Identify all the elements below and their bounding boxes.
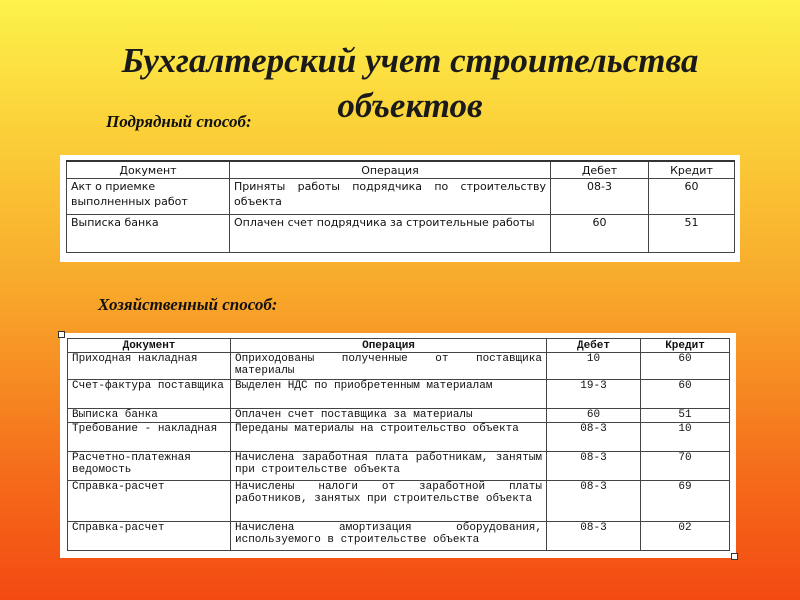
cell-document: Приходная накладная [68, 353, 231, 380]
header-operation: Операция [230, 161, 551, 179]
table-row [67, 215, 735, 253]
cell-debit: 60 [547, 409, 641, 423]
cell-operation: Переданы материалы на строительство объекта [231, 423, 547, 452]
cell-document: Справка-расчет [68, 481, 231, 522]
cell-operation: Начислена заработная плата работникам, занятым при строительстве объекта [231, 452, 547, 481]
cell-operation: Оприходованы полученные от поставщика материалы [231, 353, 547, 380]
cell-debit: 60 [551, 215, 649, 253]
table-header-row [68, 339, 730, 353]
header-document: Документ [68, 339, 231, 353]
table-row [68, 409, 730, 423]
table-row [68, 452, 730, 481]
table-row [68, 522, 730, 551]
table-resize-handle[interactable] [731, 553, 738, 560]
economic-method-label: Хозяйственный способ: [98, 295, 278, 314]
cell-operation: Выделен НДС по приобретенным материалам [231, 380, 547, 409]
table-row [68, 423, 730, 452]
cell-operation: Начислены налоги от заработной платы работников, занятых при строительстве объекта [231, 481, 547, 522]
cell-debit: 08-3 [547, 423, 641, 452]
cell-credit: 60 [649, 179, 735, 215]
cell-document: Выписка банка [68, 409, 231, 423]
economic-method-table [67, 338, 730, 551]
contract-method-label: Подрядный способ: [106, 112, 252, 131]
contract-method-table [66, 160, 735, 253]
cell-debit: 10 [547, 353, 641, 380]
contract-method-table-panel [60, 155, 740, 262]
economic-method-table-panel [60, 333, 736, 558]
cell-credit: 60 [641, 380, 730, 409]
table-row [67, 179, 735, 215]
cell-operation: Оплачен счет поставщика за материалы [231, 409, 547, 423]
cell-credit: 69 [641, 481, 730, 522]
cell-debit: 19-3 [547, 380, 641, 409]
cell-credit: 10 [641, 423, 730, 452]
cell-credit: 51 [649, 215, 735, 253]
cell-operation: Начислена амортизация оборудования, используемого в строительстве объекта [231, 522, 547, 551]
cell-debit: 08-3 [547, 452, 641, 481]
header-debit: Дебет [547, 339, 641, 353]
header-document: Документ [67, 161, 230, 179]
table-row [68, 481, 730, 522]
cell-document: Акт о приемке выполненных работ [67, 179, 230, 215]
cell-document: Справка-расчет [68, 522, 231, 551]
cell-credit: 70 [641, 452, 730, 481]
cell-operation: Приняты работы подрядчика по строительству объекта [230, 179, 551, 215]
header-operation: Операция [231, 339, 547, 353]
cell-document: Требование - накладная [68, 423, 231, 452]
cell-credit: 60 [641, 353, 730, 380]
cell-document: Расчетно-платежная ведомость [68, 452, 231, 481]
table-header-row [67, 161, 735, 179]
header-credit: Кредит [641, 339, 730, 353]
slide-title: Бухгалтерский учет строительства объектов [121, 41, 699, 125]
cell-document: Выписка банка [67, 215, 230, 253]
cell-credit: 02 [641, 522, 730, 551]
table-row [68, 353, 730, 380]
cell-credit: 51 [641, 409, 730, 423]
table-row [68, 380, 730, 409]
header-debit: Дебет [551, 161, 649, 179]
table-move-handle[interactable] [58, 331, 65, 338]
cell-operation: Оплачен счет подрядчика за строительные работы [230, 215, 551, 253]
cell-debit: 08-3 [547, 481, 641, 522]
cell-debit: 08-3 [547, 522, 641, 551]
cell-debit: 08-3 [551, 179, 649, 215]
cell-document: Счет-фактура поставщика [68, 380, 231, 409]
header-credit: Кредит [649, 161, 735, 179]
